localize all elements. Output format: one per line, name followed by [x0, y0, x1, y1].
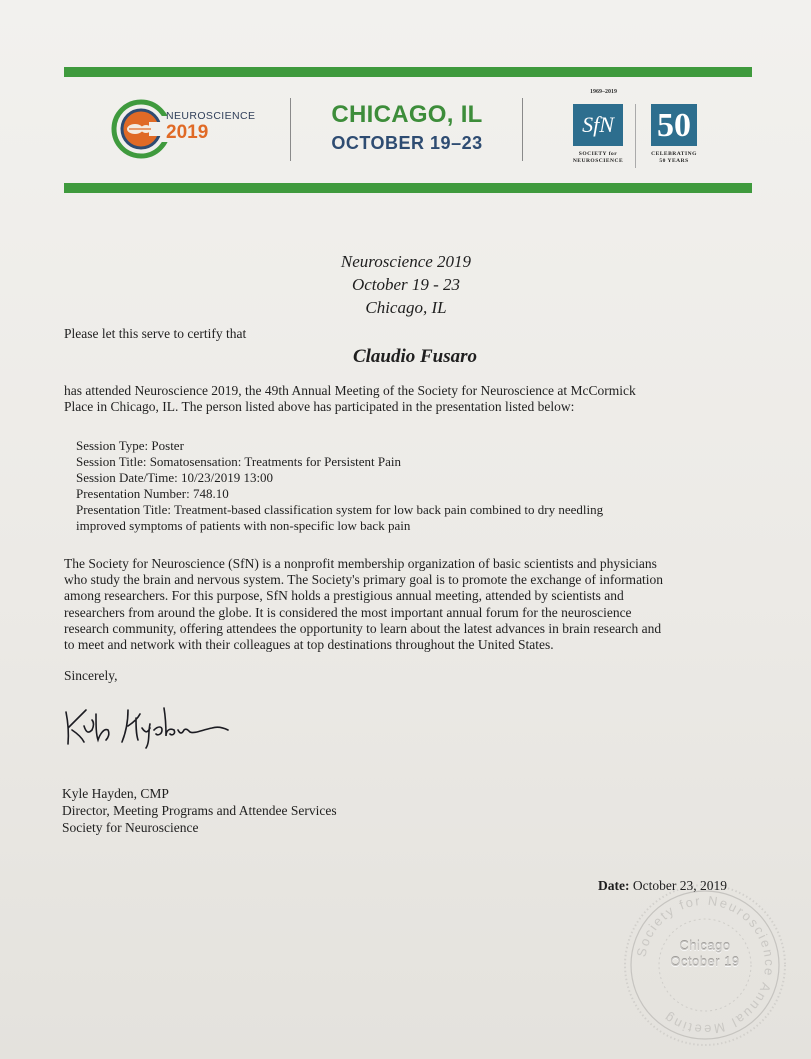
header-bottom-rule: [64, 183, 752, 193]
description-line: who study the brain and nervous system. The Society's primary goal is to promote the exchange of information: [64, 572, 664, 588]
header-divider: [290, 98, 291, 161]
description-line: among researchers. For this purpose, SfN holds a prestigious annual meeting, attended by scientists and: [64, 588, 624, 604]
attendance-statement: [64, 383, 754, 415]
session-type: Session Type: Poster: [76, 438, 184, 453]
description-line: research community, offering attendees the opportunity to learn about the latest advances in brain research and: [64, 620, 662, 636]
handwritten-signature: [62, 700, 232, 750]
seal-date: October 19: [670, 954, 740, 969]
sfn-caption-line: SOCIETY for: [578, 151, 618, 157]
presentation-title: Presentation Title: Treatment-based classification system for low back pain combined to dry needling: [76, 502, 604, 517]
fifty-years-caption: [645, 151, 703, 165]
sfn-caption-line: NEUROSCIENCE: [572, 158, 624, 164]
issue-date: [598, 878, 727, 894]
date-label: Date:: [598, 878, 630, 893]
header-city: CHICAGO, IL: [331, 101, 483, 128]
date-value: October 23, 2019: [632, 878, 727, 893]
description-line: The Society for Neuroscience (SfN) is a nonprofit membership organization of basic scientists and physicians: [64, 556, 657, 571]
session-details: [76, 438, 756, 534]
svg-text:Society for Neuroscience Annua: Society for Neuroscience Annual Meeting: [633, 892, 778, 1038]
fifty-caption-line: 50 YEARS: [659, 158, 689, 164]
neuroscience-logo-text: [166, 110, 255, 143]
description-line: to meet and network with their colleagues at top destinations throughout the United States.: [64, 637, 554, 653]
signer-block: [62, 785, 337, 836]
event-location: Chicago, IL: [365, 298, 447, 317]
event-heading: [250, 250, 562, 319]
header-top-rule: [64, 67, 752, 77]
sfn-logo-caption: [568, 151, 628, 165]
attendance-line: Place in Chicago, IL. The person listed above has participated in the presentation listed below:: [64, 399, 575, 414]
fifty-years-logo-mark: 50: [651, 104, 697, 146]
signer-organization: Society for Neuroscience: [62, 820, 199, 835]
header-divider: [522, 98, 523, 161]
sfn-description: [64, 556, 754, 653]
sfn-anniversary-years: 1969–2019: [590, 89, 617, 95]
signer-title: Director, Meeting Programs and Attendee Services: [62, 803, 337, 818]
logo-word: NEUROSCIENCE: [166, 110, 256, 122]
presentation-number: Presentation Number: 748.10: [76, 486, 229, 501]
neuroscience-logo-icon: [110, 98, 172, 160]
signer-name: Kyle Hayden, CMP: [62, 786, 169, 801]
sfn-logo-mark: SfN: [573, 104, 623, 146]
header-dates: OCTOBER 19–23: [331, 133, 483, 153]
description-line: researchers from around the globe. It is considered the most important annual forum for the neuroscience: [64, 604, 632, 620]
attendance-line: has attended Neuroscience 2019, the 49th Annual Meeting of the Society for Neuroscience at McCormick: [64, 383, 636, 398]
presentation-title-continued: improved symptoms of patients with non-specific low back pain: [76, 518, 411, 533]
fifty-caption-line: CELEBRATING: [651, 151, 697, 157]
event-name: Neuroscience 2019: [340, 252, 472, 271]
seal-center-text: [660, 938, 750, 970]
certify-statement: Please let this serve to certify that: [64, 326, 247, 341]
logo-divider: [635, 104, 636, 168]
event-dates: October 19 - 23: [351, 275, 461, 294]
closing: Sincerely,: [64, 668, 118, 683]
recipient-name: Claudio Fusaro: [352, 346, 478, 367]
session-datetime: Session Date/Time: 10/23/2019 13:00: [76, 470, 274, 485]
logo-year: 2019: [166, 122, 209, 143]
seal-city: Chicago: [679, 938, 731, 953]
session-title: Session Title: Somatosensation: Treatments for Persistent Pain: [76, 454, 402, 469]
header-location: [300, 101, 514, 154]
